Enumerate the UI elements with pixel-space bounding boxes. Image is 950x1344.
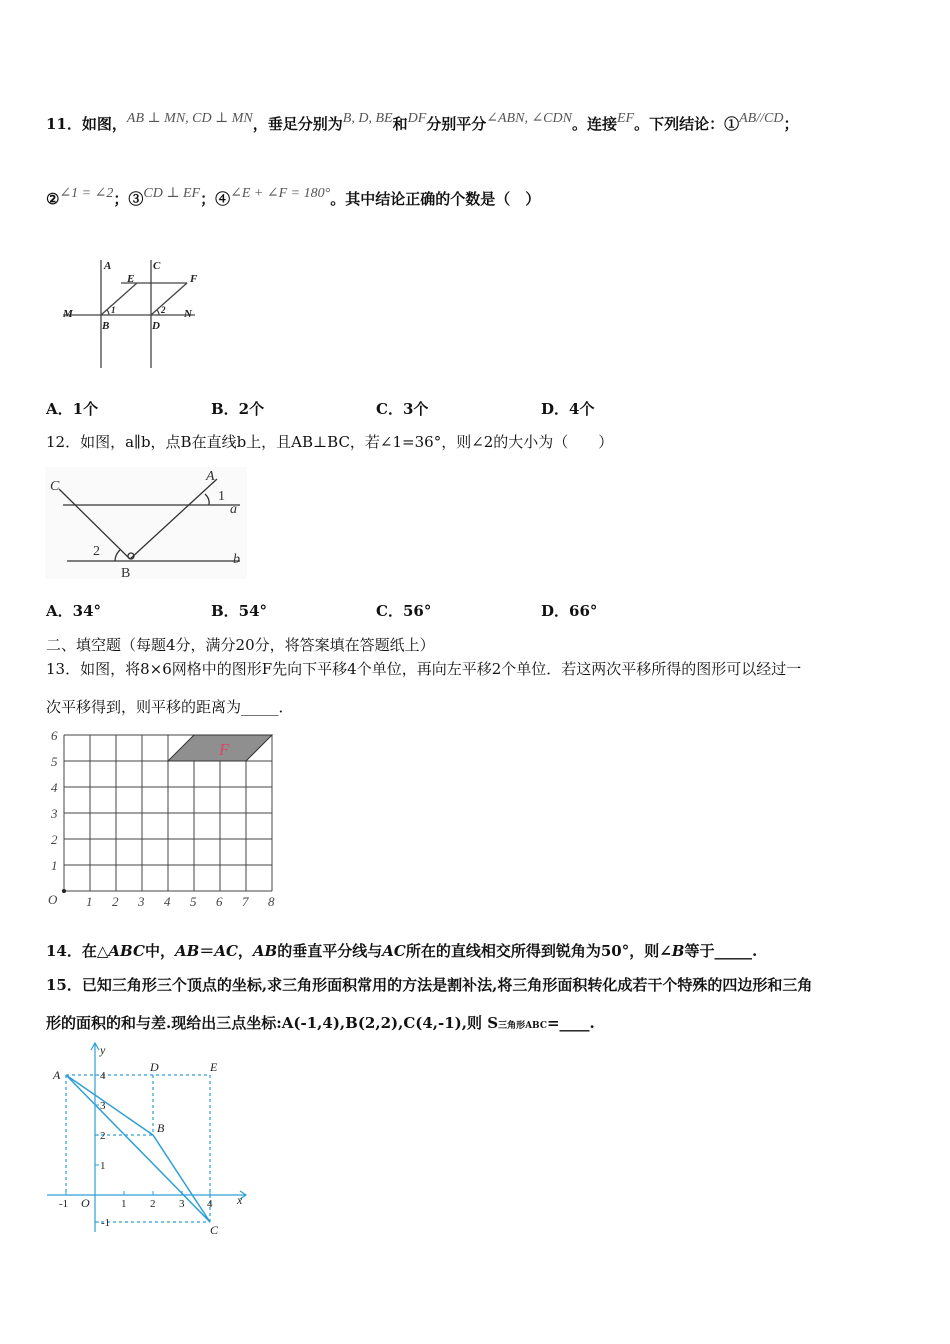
point-a: A — [53, 1068, 61, 1082]
x-tick-label: 4 — [164, 894, 171, 909]
y-tick-label: 3 — [51, 806, 58, 821]
label-b: B — [121, 566, 131, 581]
q11-line1: 11．如图，AB ⊥ MN, CD ⊥ MN，垂足分别为B, D, BE和DF分别平分∠ABN, ∠CDN。连接EF。下列结论：①AB//CD； — [46, 111, 799, 133]
x-tick-label: 7 — [242, 894, 249, 909]
label-f: F — [190, 273, 198, 285]
y-tick-3: 3 — [100, 1100, 106, 1112]
x-tick-label: 5 — [190, 894, 197, 909]
x-tick-neg1: -1 — [59, 1198, 69, 1210]
math-ab-perp-mn: AB ⊥ MN, CD ⊥ MN — [126, 111, 253, 126]
q13-line1: 13．如图，将8×6网格中的图形F先向下平移4个单位，再向左平移2个单位．若这两次平移所得的图形可以经过一 — [46, 660, 802, 678]
label-b: B — [102, 320, 110, 332]
q11-option-d: D．4个 — [541, 400, 595, 418]
label-m: M — [63, 308, 73, 320]
x-tick-3: 3 — [179, 1198, 185, 1210]
q12-option-c: C．56° — [376, 602, 432, 620]
label-a: A — [104, 260, 112, 272]
label-e: E — [127, 273, 135, 285]
shape-f-label: F — [219, 740, 230, 759]
label-d: D — [152, 320, 160, 332]
point-d: D — [150, 1060, 159, 1074]
y-tick-2: 2 — [100, 1130, 106, 1142]
origin-label: O — [48, 892, 58, 907]
y-tick-1: 1 — [100, 1160, 106, 1172]
label-line-a: a — [230, 502, 237, 517]
label-n: N — [184, 308, 192, 320]
q11-option-b: B．2个 — [211, 400, 265, 418]
axis-x-label: x — [237, 1193, 243, 1207]
q15-coordinate-figure — [45, 1040, 260, 1240]
x-tick-label: 2 — [112, 894, 119, 909]
label-line-b: b — [233, 552, 240, 567]
x-tick-label: 8 — [268, 894, 275, 909]
y-tick-label: 1 — [51, 858, 58, 873]
y-tick-label: 2 — [51, 832, 58, 847]
y-tick-neg1: -1 — [101, 1217, 111, 1229]
q12-figure — [45, 467, 250, 582]
label-angle-2: 2 — [93, 544, 100, 559]
x-tick-label: 6 — [216, 894, 223, 909]
q15-line2: 形的面积的和与差.现给出三点坐标:A(-1,4),B(2,2),C(4,-1),则 S三角形ABC=____. — [46, 1014, 595, 1032]
label-angle-2: 2 — [161, 305, 166, 315]
q11-line2: ②∠1 = ∠2；③CD ⊥ EF；④∠E + ∠F = 180°。其中结论正确的个数是（ ） — [46, 186, 541, 208]
point-c: C — [210, 1223, 219, 1237]
label-angle-1: 1 — [218, 489, 225, 504]
axis-y-label: y — [100, 1043, 106, 1057]
y-tick-label: 4 — [51, 780, 58, 795]
q12-option-a: A．34° — [46, 602, 102, 620]
q13-line2: 次平移得到，则平移的距离为_____． — [46, 698, 294, 716]
label-a: A — [206, 469, 215, 484]
origin-o: O — [81, 1196, 90, 1210]
q11-option-c: C．3个 — [376, 400, 429, 418]
x-tick-label: 1 — [86, 894, 93, 909]
x-tick-4: 4 — [207, 1198, 213, 1210]
y-tick-label: 5 — [51, 754, 58, 769]
label-c: C — [50, 479, 60, 494]
point-b: B — [157, 1121, 165, 1135]
q14-text: 14．在△ABC中，AB＝AC，AB的垂直平分线与AC所在的直线相交所得到锐角为50°，则∠B等于_____. — [46, 942, 758, 960]
subscript-triangle-abc: 三角形ABC — [498, 1021, 547, 1031]
q12-option-d: D．66° — [541, 602, 598, 620]
x-tick-1: 1 — [121, 1198, 127, 1210]
x-tick-label: 3 — [138, 894, 145, 909]
q11-option-a: A．1个 — [46, 400, 99, 418]
q13-grid-figure — [45, 727, 285, 912]
x-tick-2: 2 — [150, 1198, 156, 1210]
y-tick-label: 6 — [51, 728, 58, 743]
q15-line1: 15．已知三角形三个顶点的坐标,求三角形面积常用的方法是割补法,将三角形面积转化成若干个特殊的四边形和三角 — [46, 976, 813, 994]
label-c: C — [153, 260, 161, 272]
y-tick-4: 4 — [100, 1070, 106, 1082]
q12-option-b: B．54° — [211, 602, 268, 620]
section-title: 二、填空题（每题4分，满分20分，将答案填在答题纸上） — [46, 636, 435, 654]
label-angle-1: 1 — [111, 305, 116, 315]
q11-figure — [55, 255, 215, 375]
q12-text: 12．如图，a∥b，点B在直线b上，且AB⊥BC，若∠1=36°，则∠2的大小为（ ） — [46, 433, 614, 451]
point-e: E — [210, 1060, 218, 1074]
